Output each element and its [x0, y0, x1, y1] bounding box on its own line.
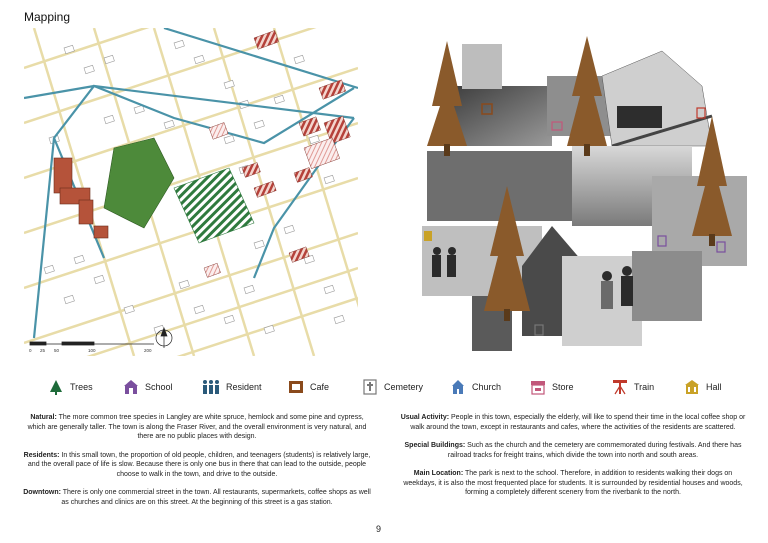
legend-item-church: Church — [450, 376, 501, 398]
left-text-column — [22, 413, 372, 516]
main-location-paragraph: Main Location: The park is next to the school. Therefore, in addition to residents walking their dogs on weekdays, it is also the most frequented place for students. It is surrounded by residential houses and woods, forming a completely different scenery from the riverbank to the north. — [403, 470, 743, 496]
resident-icon — [202, 379, 220, 395]
legend-item-resident: Resident — [202, 376, 262, 398]
right-text-column — [398, 413, 748, 507]
legend-item-train: Train — [612, 376, 654, 398]
page-number: 9 — [376, 524, 382, 534]
hall-icon — [424, 231, 432, 241]
downtown-paragraph: Downtown: There is only one commercial street in the town. All restaurants, supermarkets, coffee shops as well as churches and clinics are on this street. At the beginning of this street is a gas station. — [23, 489, 371, 506]
legend-item-cemetery: Cemetery — [362, 376, 423, 398]
store-icon — [530, 379, 546, 395]
scale-label: 200 — [144, 348, 152, 353]
train-icon — [612, 379, 628, 395]
natural-paragraph: Natural: The more common tree species in Langley are white spruce, hemlock and some pine and cypress, which are generally taller. The town is along the Fraser River, and the overall environment is very natural, and there are no public places with design. — [27, 414, 367, 440]
woman-photo — [462, 44, 502, 89]
town-photo-collage — [412, 36, 752, 358]
house-photo — [632, 251, 702, 321]
residents-paragraph: Residents: In this small town, the proportion of old people, children, and teenagers (students) is relatively large, and the overall pace of life is slow. Because there is only one bus in there that can lead to the outside, people choose to walk in the town, and drive to the outside. — [23, 451, 371, 478]
church-icon — [450, 379, 466, 395]
special-buildings-paragraph: Special Buildings: Such as the church and the cemetery are commemorated during festivals. And there has railroad tracks for freight trains, which divide the town into north and south areas. — [404, 442, 742, 459]
tree-icon — [48, 379, 64, 395]
school-icon — [123, 379, 139, 395]
scale-label: 100 — [88, 348, 96, 353]
legend-item-trees: Trees — [48, 376, 93, 398]
usual-activity-paragraph: Usual Activity: People in this town, especially the elderly, will like to spend their time in the local coffee shop or walk around the town, except in restaurants and cafes, where the activities of the residents are scattered. — [400, 414, 746, 431]
page-title: Mapping — [24, 10, 71, 24]
legend-item-cafe: Cafe — [288, 376, 329, 398]
scale-label: 25 — [40, 348, 46, 353]
cafe-icon — [288, 379, 304, 395]
legend-item-store: Store — [530, 376, 574, 398]
scale-label: 0 — [29, 348, 32, 353]
hall-icon — [684, 379, 700, 395]
cemetery-icon — [362, 379, 378, 395]
legend-item-school: School — [123, 376, 173, 398]
legend-item-hall: Hall — [684, 376, 722, 398]
scale-label: 50 — [54, 348, 60, 353]
legend — [40, 376, 740, 398]
town-map — [24, 28, 358, 356]
